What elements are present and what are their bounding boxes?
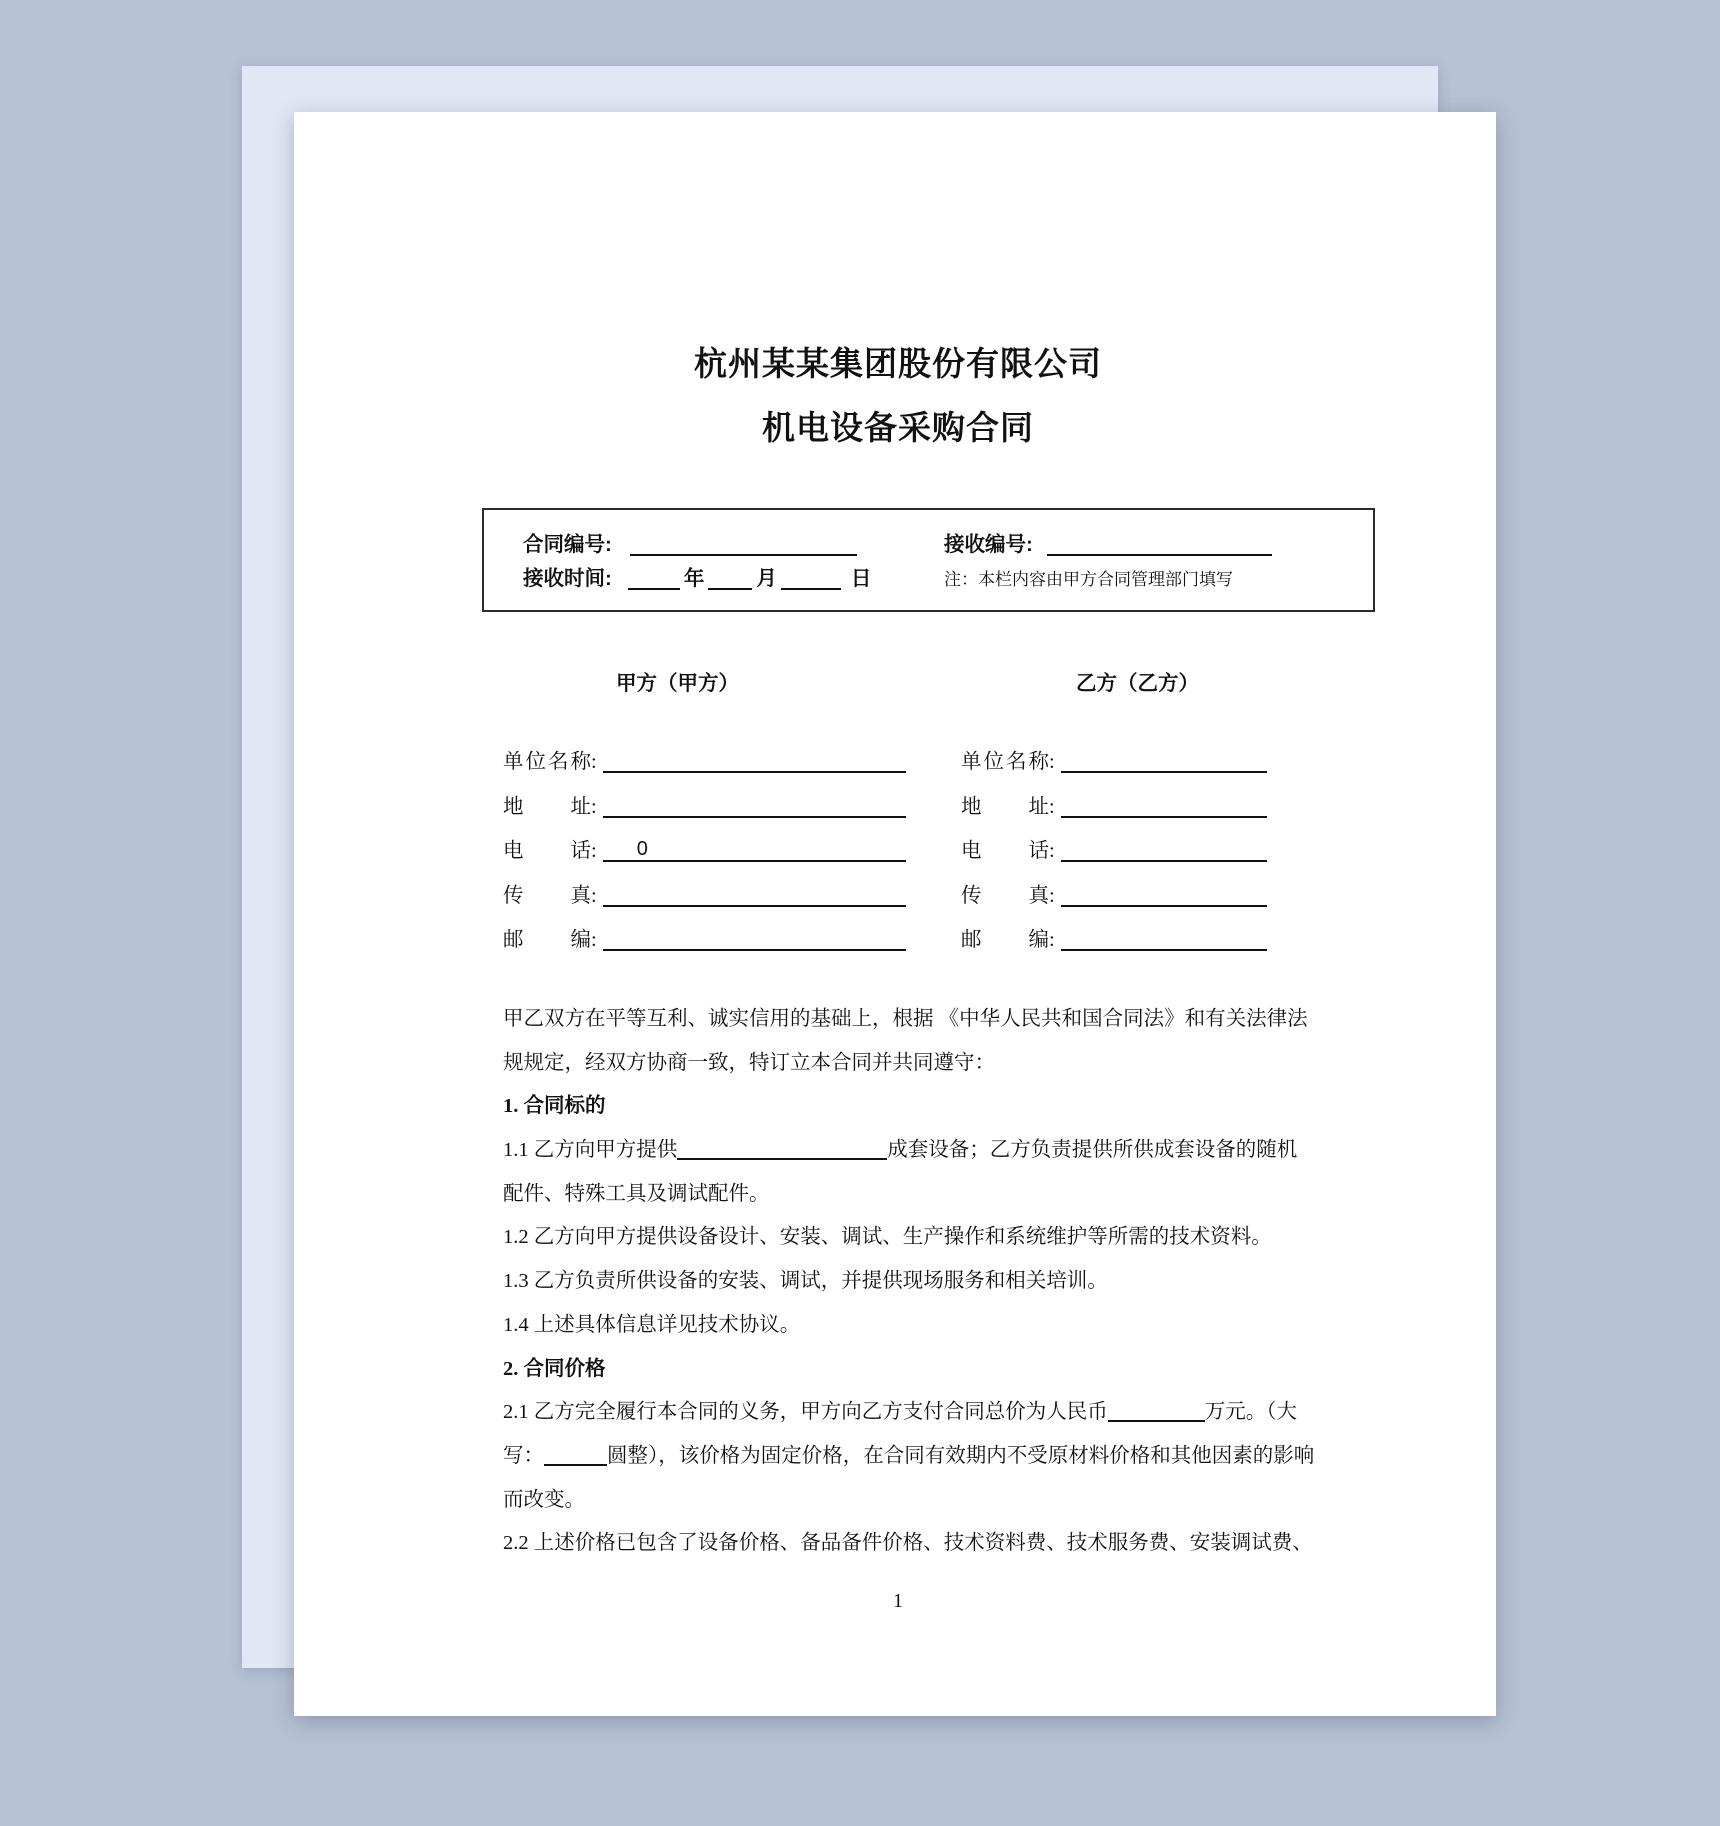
form-label xyxy=(503,839,591,863)
receive-no-field xyxy=(944,533,1272,559)
form-field-right xyxy=(961,928,1267,952)
form-label-colon: : xyxy=(591,751,597,773)
contract-line xyxy=(503,1216,1623,1260)
form-field-right xyxy=(961,750,1267,774)
form-label-char: 编 xyxy=(1028,929,1049,951)
form-label-char: 邮 xyxy=(961,929,982,951)
form-label xyxy=(503,795,591,819)
contract-text: 1.2 乙方向甲方提供设备设计、安装、调试、生产操作和系统维护等所需的技术资料。 xyxy=(503,1226,1272,1249)
form-label xyxy=(961,750,1049,774)
party-b-header: 乙方（乙方） xyxy=(1076,672,1199,695)
form-label-char: 编 xyxy=(570,929,591,951)
form-field-left xyxy=(503,750,906,774)
form-label xyxy=(961,884,1049,908)
contract-text: 2.1 乙方完全履行本合同的义务，甲方向乙方支付合同总价为人民币 xyxy=(503,1401,1108,1424)
blank-line xyxy=(1047,554,1272,556)
form-label-char: 地 xyxy=(961,795,982,818)
form-label-char: 真 xyxy=(1028,884,1049,907)
contract-text: 成套设备；乙方负责提供所供成套设备的随机 xyxy=(887,1139,1298,1162)
form-blank-line xyxy=(603,771,906,773)
form-field-left xyxy=(503,795,906,819)
form-label-char: 单 xyxy=(503,751,524,773)
form-field-left xyxy=(503,928,906,952)
form-label-colon: : xyxy=(1049,840,1055,862)
form-label-char: 话 xyxy=(1028,840,1049,862)
contract-line xyxy=(503,1391,1623,1435)
contract-text: 2.2 上述价格已包含了设备价格、备品备件价格、技术资料费、技术服务费、安装调试费、 xyxy=(503,1532,1313,1555)
contract-line xyxy=(503,1522,1623,1566)
form-label-char: 位 xyxy=(983,751,1004,773)
contract-no-field xyxy=(523,533,857,559)
form-label-colon: : xyxy=(1049,929,1055,951)
section-heading xyxy=(503,1348,1623,1392)
blank-line xyxy=(630,554,857,556)
receive-time-field xyxy=(523,567,871,593)
day-label: 日 xyxy=(850,567,872,590)
form-blank-line xyxy=(603,838,906,862)
form-field-right xyxy=(961,839,1267,863)
form-label-char: 真 xyxy=(570,884,591,907)
form-label xyxy=(503,750,591,774)
form-blank-line xyxy=(1061,860,1267,862)
year-label: 年 xyxy=(683,567,705,590)
form-row xyxy=(503,750,1603,776)
form-label-colon: : xyxy=(1049,884,1055,907)
form-blank-line xyxy=(1061,949,1267,951)
contract-no-label: 合同编号: xyxy=(523,533,612,556)
form-label-char: 邮 xyxy=(503,929,524,951)
page-number: 1 xyxy=(893,1590,903,1612)
contract-title: 机电设备采购合同 xyxy=(762,409,1034,446)
contract-line xyxy=(503,1042,1623,1086)
form-field-right xyxy=(961,795,1267,819)
contract-text: 1.3 乙方负责所供设备的安装、调试，并提供现场服务和相关培训。 xyxy=(503,1270,1108,1293)
contract-text: 配件、特殊工具及调试配件。 xyxy=(503,1182,770,1205)
form-label xyxy=(503,884,591,908)
form-label-char: 传 xyxy=(961,884,982,907)
form-label xyxy=(961,795,1049,819)
form-label-char: 位 xyxy=(525,751,546,773)
form-label-char: 称 xyxy=(1028,751,1049,773)
form-blank-line xyxy=(1061,771,1267,773)
blank-line xyxy=(1108,1420,1205,1422)
contract-line xyxy=(503,1260,1623,1304)
form-label-char: 名 xyxy=(1006,751,1027,773)
form-field-value: 0 xyxy=(636,838,648,860)
contract-line xyxy=(503,1304,1623,1348)
form-row xyxy=(503,884,1603,910)
receive-time-label: 接收时间: xyxy=(523,567,612,590)
form-blank-line xyxy=(603,949,906,951)
form-blank-line xyxy=(603,905,906,907)
blank-line xyxy=(628,588,680,590)
form-row xyxy=(503,928,1603,954)
blank-line xyxy=(781,588,841,590)
document-page xyxy=(294,112,1496,1716)
form-label-char: 称 xyxy=(570,751,591,773)
blank-line xyxy=(544,1464,607,1466)
form-label-char: 话 xyxy=(570,840,591,862)
contract-line xyxy=(503,1173,1623,1217)
contract-line xyxy=(503,1129,1623,1173)
form-label-colon: : xyxy=(1049,751,1055,773)
form-field-right xyxy=(961,884,1267,908)
month-label: 月 xyxy=(756,567,777,590)
form-label-char: 电 xyxy=(503,840,524,862)
form-label-colon: : xyxy=(591,929,597,951)
contract-text: 甲乙双方在平等互利、诚实信用的基础上，根据 《中华人民共和国合同法》和有关法律法 xyxy=(503,1008,1308,1030)
blank-line xyxy=(677,1158,887,1160)
form-label-char: 名 xyxy=(548,751,569,773)
form-label-char: 地 xyxy=(503,795,524,818)
party-a-header: 甲方（甲方） xyxy=(616,672,739,695)
contract-line xyxy=(503,1435,1623,1479)
form-label-colon: : xyxy=(1049,795,1055,818)
contract-text: 规规定，经双方协商一致，特订立本合同并共同遵守： xyxy=(503,1051,995,1074)
form-row xyxy=(503,795,1603,821)
form-label-colon: : xyxy=(591,884,597,907)
form-label-char: 址 xyxy=(570,795,591,818)
blank-line xyxy=(708,588,752,590)
section-heading xyxy=(503,1085,1623,1129)
contract-text: 圆整），该价格为固定价格，在合同有效期内不受原材料价格和其他因素的影响 xyxy=(607,1444,1315,1467)
contract-text: 2. 合同价格 xyxy=(503,1357,606,1380)
form-label xyxy=(961,839,1049,863)
form-field-left xyxy=(503,884,906,908)
contract-text: 1.4 上述具体信息详见技术协议。 xyxy=(503,1313,801,1336)
form-label xyxy=(961,928,1049,952)
contract-text: 而改变。 xyxy=(503,1488,585,1511)
form-blank-line xyxy=(1061,816,1267,818)
contract-text: 1.1 乙方向甲方提供 xyxy=(503,1139,678,1162)
form-blank-line xyxy=(1061,905,1267,907)
form-label-char: 传 xyxy=(503,884,524,907)
form-label-char: 址 xyxy=(1028,795,1049,818)
info-box-note: 注：本栏内容由甲方合同管理部门填写 xyxy=(944,570,1233,589)
receive-no-label: 接收编号: xyxy=(944,533,1033,556)
contract-text: 1. 合同标的 xyxy=(503,1095,606,1118)
contract-text: 万元。（大 xyxy=(1204,1401,1297,1424)
contract-info-box xyxy=(482,508,1375,612)
form-label-char: 电 xyxy=(961,840,982,862)
contract-text: 写： xyxy=(503,1444,544,1467)
form-field-left xyxy=(503,839,906,863)
form-blank-line xyxy=(603,816,906,818)
form-label xyxy=(503,928,591,952)
form-row xyxy=(503,839,1603,865)
company-title: 杭州某某集团股份有限公司 xyxy=(694,345,1102,382)
contract-line xyxy=(503,998,1623,1042)
contract-line xyxy=(503,1479,1623,1523)
contract-body xyxy=(503,998,1623,1566)
form-label-colon: : xyxy=(591,840,597,862)
form-label-char: 单 xyxy=(961,751,982,773)
form-label-colon: : xyxy=(591,795,597,818)
